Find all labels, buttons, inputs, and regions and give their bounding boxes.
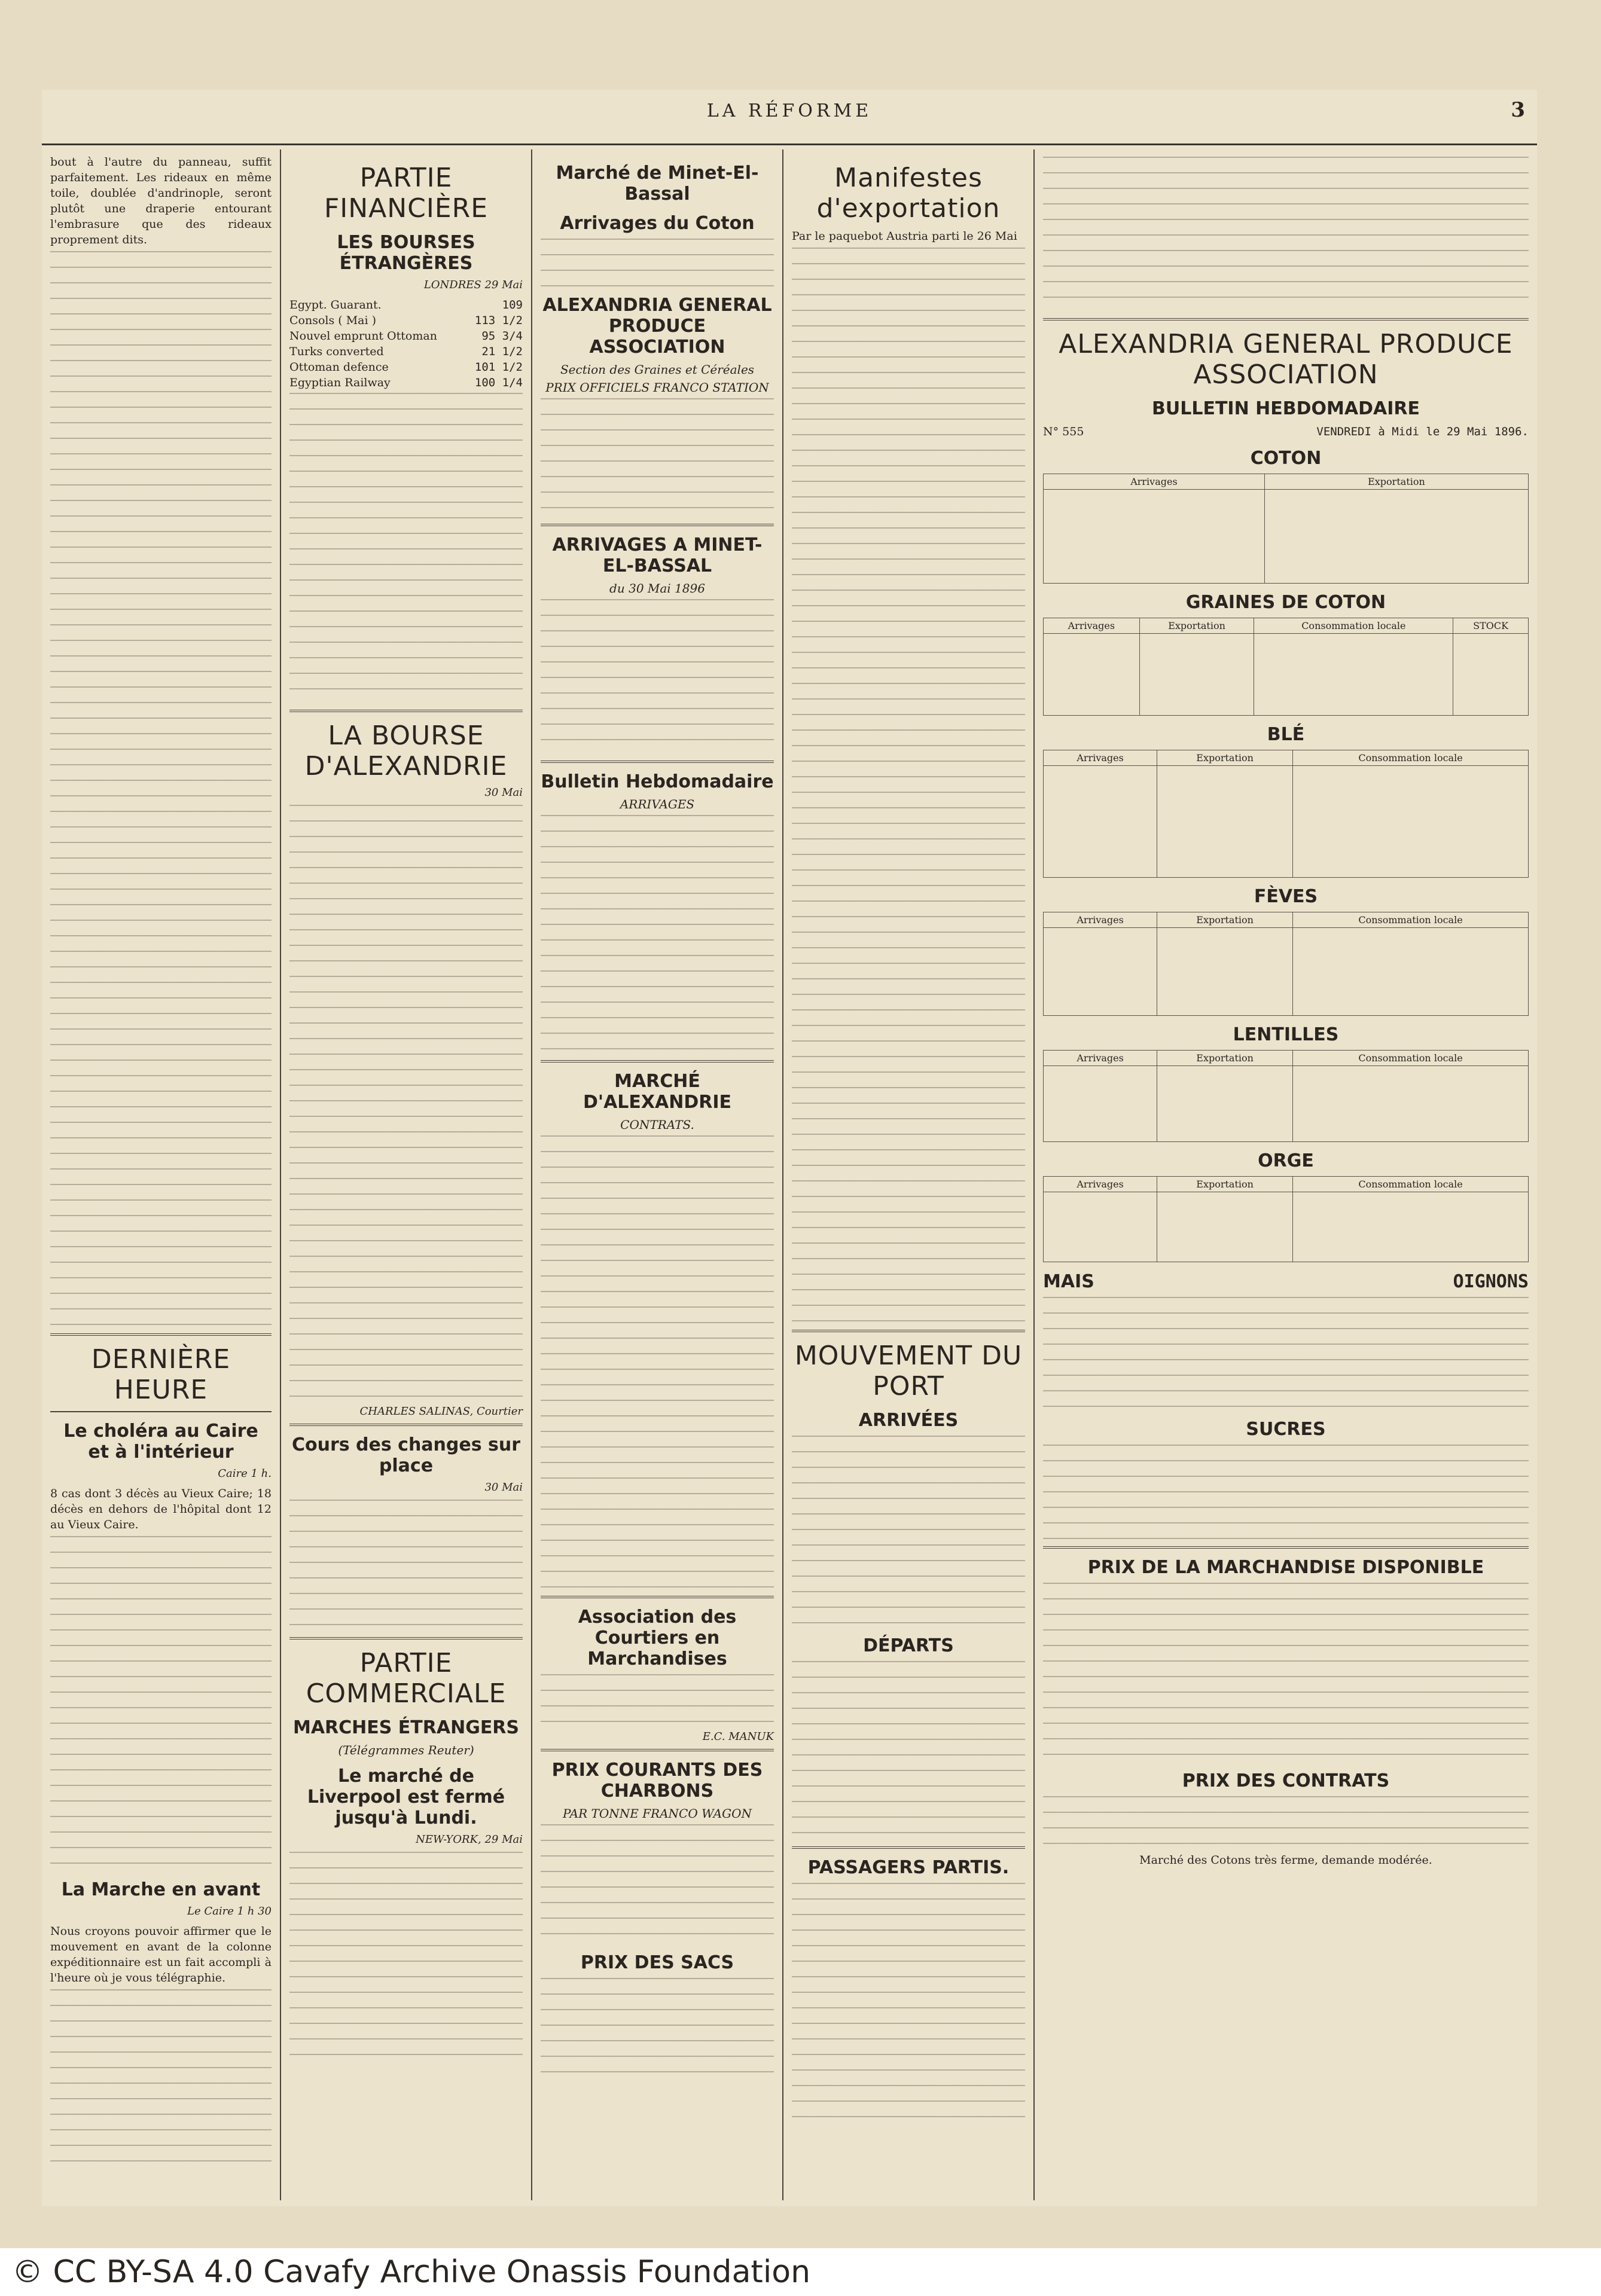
column-4	[783, 149, 1035, 2200]
illegible-table-block	[1043, 1583, 1529, 1762]
divider	[1043, 318, 1529, 320]
archive-credit: © CC BY-SA 4.0 Cavafy Archive Onassis Foundation	[0, 2248, 1601, 2296]
graines-section-title: Section des Graines et Céréales	[560, 362, 755, 377]
sucres-title: SUCRES	[1246, 1419, 1326, 1440]
newspaper-page	[42, 90, 1537, 2206]
divider	[792, 1330, 1025, 1332]
derniere-heure-title: DERNIÈRE HEURE	[91, 1344, 231, 1405]
quote-row: Egypt. Guarant. 109	[289, 298, 523, 312]
divider	[50, 1333, 272, 1336]
arrivages-minet-title: ARRIVAGES A MINET-EL-BASSAL	[552, 535, 763, 576]
bulletin-hebdo-title: Bulletin Hebdomadaire	[541, 771, 774, 792]
passagers-title: PASSAGERS PARTIS.	[807, 1857, 1010, 1878]
illegible-text-block	[50, 1989, 272, 2169]
divider	[289, 710, 523, 712]
divider	[541, 761, 774, 763]
partie-financiere-title: PARTIE FINANCIÈRE	[324, 163, 489, 224]
manifestes-intro: Par le paquebot Austria parti le 26 Mai	[792, 230, 1017, 243]
illegible-quote-list	[541, 599, 774, 755]
masthead	[42, 90, 1537, 145]
column-5	[1035, 149, 1537, 2200]
marchandise-disponible-title: PRIX DE LA MARCHANDISE DISPONIBLE	[1087, 1557, 1484, 1578]
mais-title: MAIS	[1043, 1271, 1094, 1292]
columns	[42, 149, 1537, 2200]
coton-title: COTON	[1250, 448, 1322, 469]
bourses-etrangeres-title: LES BOURSES ÉTRANGÈRES	[337, 232, 475, 274]
prix-officiels-subtitle: PRIX OFFICIELS FRANCO STATION	[545, 380, 769, 395]
ble-table: Arrivages Exportation Consommation locale	[1043, 750, 1529, 878]
sacs-title: PRIX DES SACS	[580, 1952, 734, 1973]
column-3	[532, 149, 783, 2200]
quote-row: Egyptian Railway 100 1/4	[289, 376, 523, 389]
illegible-quote-list	[541, 815, 774, 1054]
arrivages-date: du 30 Mai 1896	[609, 581, 705, 596]
cholera-dateline: Caire 1 h.	[218, 1467, 272, 1480]
divider	[541, 524, 774, 526]
charbons-title: PRIX COURANTS DES CHARBONS	[551, 1760, 763, 1802]
minet-el-bassal-title: Marché de Minet-El-Bassal	[556, 163, 759, 204]
intro-text: bout à l'autre du panneau, suffit parfaitement. Les rideaux en même toile, doublée d'andrinople, seront plutôt une draperie entourant l'embrasure que des rideaux proprement dits.	[50, 155, 272, 246]
cholera-title: Le choléra au Caire et à l'intérieur	[63, 1421, 258, 1463]
illegible-text-block	[541, 1674, 774, 1728]
lentilles-table: Arrivages Exportation Consommation locale	[1043, 1050, 1529, 1142]
marche-text: Nous croyons pouvoir affirmer que le mouvement en avant de la colonne expéditionnaire est un fait accompli à l'heure où je vous télégraphie.	[50, 1925, 272, 1984]
feves-title: FÈVES	[1254, 886, 1318, 907]
agpa-title: ALEXANDRIA GENERAL PRODUCE ASSOCIATION	[542, 295, 772, 358]
partie-commerciale-title: PARTIE COMMERCIALE	[306, 1648, 507, 1709]
cours-changes-title: Cours des changes sur place	[291, 1434, 521, 1476]
marches-etrangers-title: MARCHES ÉTRANGERS	[292, 1717, 520, 1738]
quote-row: Ottoman defence 101 1/2	[289, 361, 523, 374]
marche-alexandrie-title: MARCHÉ D'ALEXANDRIE	[583, 1071, 732, 1113]
illegible-text-block	[50, 1536, 272, 1871]
divider	[541, 1060, 774, 1062]
orge-title: ORGE	[1258, 1150, 1314, 1171]
quote-row: Nouvel emprunt Ottoman 95 3/4	[289, 329, 523, 343]
mais-oignons-header	[1043, 1266, 1529, 1294]
illegible-table-block	[1043, 1445, 1529, 1540]
change-dateline: 30 Mai	[484, 1481, 523, 1494]
quote-row: Consols ( Mai ) 113 1/2	[289, 314, 523, 327]
arrivages-coton-title: Arrivages du Coton	[560, 213, 755, 234]
marches-etrangers-subtitle: (Télégrammes Reuter)	[338, 1743, 474, 1757]
illegible-text-block	[50, 251, 272, 1327]
marche-dateline: Le Caire 1 h 30	[187, 1905, 272, 1918]
divider	[1043, 1546, 1529, 1549]
alexandrie-dateline: 30 Mai	[484, 786, 523, 799]
divider	[541, 1749, 774, 1751]
illegible-text-block	[792, 1436, 1025, 1627]
illegible-text-block	[1043, 157, 1529, 312]
divider	[289, 1637, 523, 1639]
oignons-title: OIGNONS	[1453, 1271, 1529, 1292]
bulletin-date: VENDREDI à Midi le 29 Mai 1896.	[1316, 425, 1529, 438]
ble-title: BLÉ	[1267, 724, 1305, 745]
divider	[541, 1596, 774, 1598]
feves-table: Arrivages Exportation Consommation locale	[1043, 912, 1529, 1016]
bulletin-hebdo-title: BULLETIN HEBDOMADAIRE	[1152, 398, 1420, 419]
liverpool-title: Le marché de Liverpool est fermé jusqu'à Lundi.	[307, 1766, 505, 1828]
illegible-quote-list	[541, 1824, 774, 1944]
courtiers-title: Association des Courtiers en Marchandises	[578, 1607, 737, 1669]
arrivees-title: ARRIVÉES	[858, 1410, 959, 1431]
divider	[50, 1411, 272, 1412]
marche-title: La Marche en avant	[61, 1879, 261, 1900]
signature: CHARLES SALINAS, Courtier	[359, 1405, 523, 1418]
illegible-quote-list	[289, 805, 523, 1403]
manifestes-title: Manifestes d'exportation	[816, 163, 1001, 224]
divider	[792, 1846, 1025, 1849]
graines-table: Arrivages Exportation Consommation locale STOCK	[1043, 618, 1529, 716]
charbons-subtitle: PAR TONNE FRANCO WAGON	[563, 1806, 752, 1821]
agpa-bulletin-title: ALEXANDRIA GENERAL PRODUCE ASSOCIATION	[1059, 329, 1513, 390]
mouvement-port-title: MOUVEMENT DU PORT	[794, 1341, 1023, 1402]
newspaper-title: LA RÉFORME	[706, 100, 873, 121]
newyork-dateline: NEW-YORK, 29 Mai	[416, 1833, 523, 1846]
bulletin-note: Marché des Cotons très ferme, demande modérée.	[1139, 1854, 1432, 1867]
coton-table: Arrivages Exportation	[1043, 474, 1529, 584]
illegible-table-block	[1043, 1796, 1529, 1850]
illegible-table-block	[1043, 1297, 1529, 1410]
courtiers-signature: E.C. MANUK	[702, 1730, 774, 1743]
cholera-text: 8 cas dont 3 décès au Vieux Caire; 18 décès en dehors de l'hôpital dont 12 au Vieux Caire.	[50, 1487, 272, 1531]
illegible-quote-list	[541, 398, 774, 518]
illegible-quote-list	[289, 393, 523, 704]
graines-title: GRAINES DE COTON	[1185, 592, 1386, 613]
column-2	[281, 149, 532, 2200]
bourses-dateline: LONDRES 29 Mai	[423, 279, 523, 291]
column-1	[42, 149, 281, 2200]
page-number: 3	[1511, 98, 1525, 122]
bulletin-header	[1043, 424, 1529, 439]
lentilles-title: LENTILLES	[1233, 1024, 1339, 1045]
illegible-quote-list	[541, 1135, 774, 1590]
quote-row: Turks converted 21 1/2	[289, 345, 523, 358]
illegible-text-block	[541, 239, 774, 286]
bourse-alexandrie-title: LA BOURSE D'ALEXANDRIE	[304, 720, 508, 781]
contrats-title: CONTRATS.	[620, 1118, 694, 1132]
prix-contrats-title: PRIX DES CONTRATS	[1182, 1770, 1390, 1791]
divider	[289, 1424, 523, 1426]
illegible-quote-list	[289, 1500, 523, 1631]
bulletin-subtitle: ARRIVAGES	[620, 797, 695, 811]
illegible-quote-list	[541, 1978, 774, 2086]
bulletin-number: N° 555	[1043, 425, 1084, 438]
illegible-manifest-list	[792, 248, 1025, 1324]
illegible-text-block	[792, 1883, 1025, 2122]
illegible-text-block	[792, 1661, 1025, 1840]
orge-table: Arrivages Exportation Consommation locale	[1043, 1176, 1529, 1262]
departs-title: DÉPARTS	[863, 1635, 954, 1656]
illegible-quote-list	[289, 1852, 523, 2067]
